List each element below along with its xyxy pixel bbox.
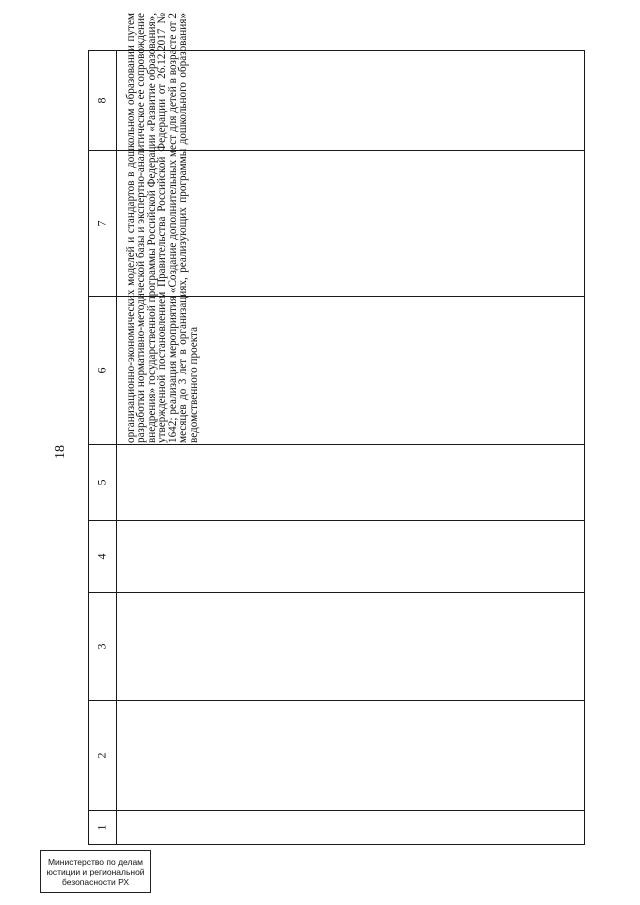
stamp-line-3: безопасности РХ — [61, 876, 130, 887]
column-header-5: 5 — [94, 479, 109, 485]
column-header-4: 4 — [94, 553, 109, 559]
column-header-7: 7 — [94, 220, 109, 226]
column-header-2: 2 — [94, 752, 109, 758]
row-divider — [88, 444, 585, 445]
stamp-line-1: Министерство по делам — [47, 856, 144, 867]
column-7-cell-text: организационно-экономических моделей и стандартов в дошкольном образовании путем разработки нормативно-методической базы и экспертно-аналитическое ее сопровождение внедрения» государственной программы Российской Федерации «Развитие образования», утвержденной постановлением Правительства Российской Федерации от 26.12.2017 № 1642; реализация мероприятия «Создание дополнительных мест для детей в возрасте от 2 месяцев до 3 лет в организациях, реализующих программы дошкольного образования» ведомственного проекта — [125, 13, 200, 443]
column-header-6: 6 — [94, 367, 109, 373]
row-divider — [88, 700, 585, 701]
page-number: 18 — [53, 445, 68, 459]
registration-stamp — [40, 850, 151, 893]
column-header-3: 3 — [94, 643, 109, 649]
stamp-line-2: юстиции и региональной — [46, 866, 145, 877]
column-header-8: 8 — [94, 97, 109, 103]
header-divider — [116, 50, 117, 845]
row-divider — [88, 520, 585, 521]
column-header-1: 1 — [94, 824, 109, 831]
row-divider — [88, 592, 585, 593]
row-divider — [88, 810, 585, 811]
